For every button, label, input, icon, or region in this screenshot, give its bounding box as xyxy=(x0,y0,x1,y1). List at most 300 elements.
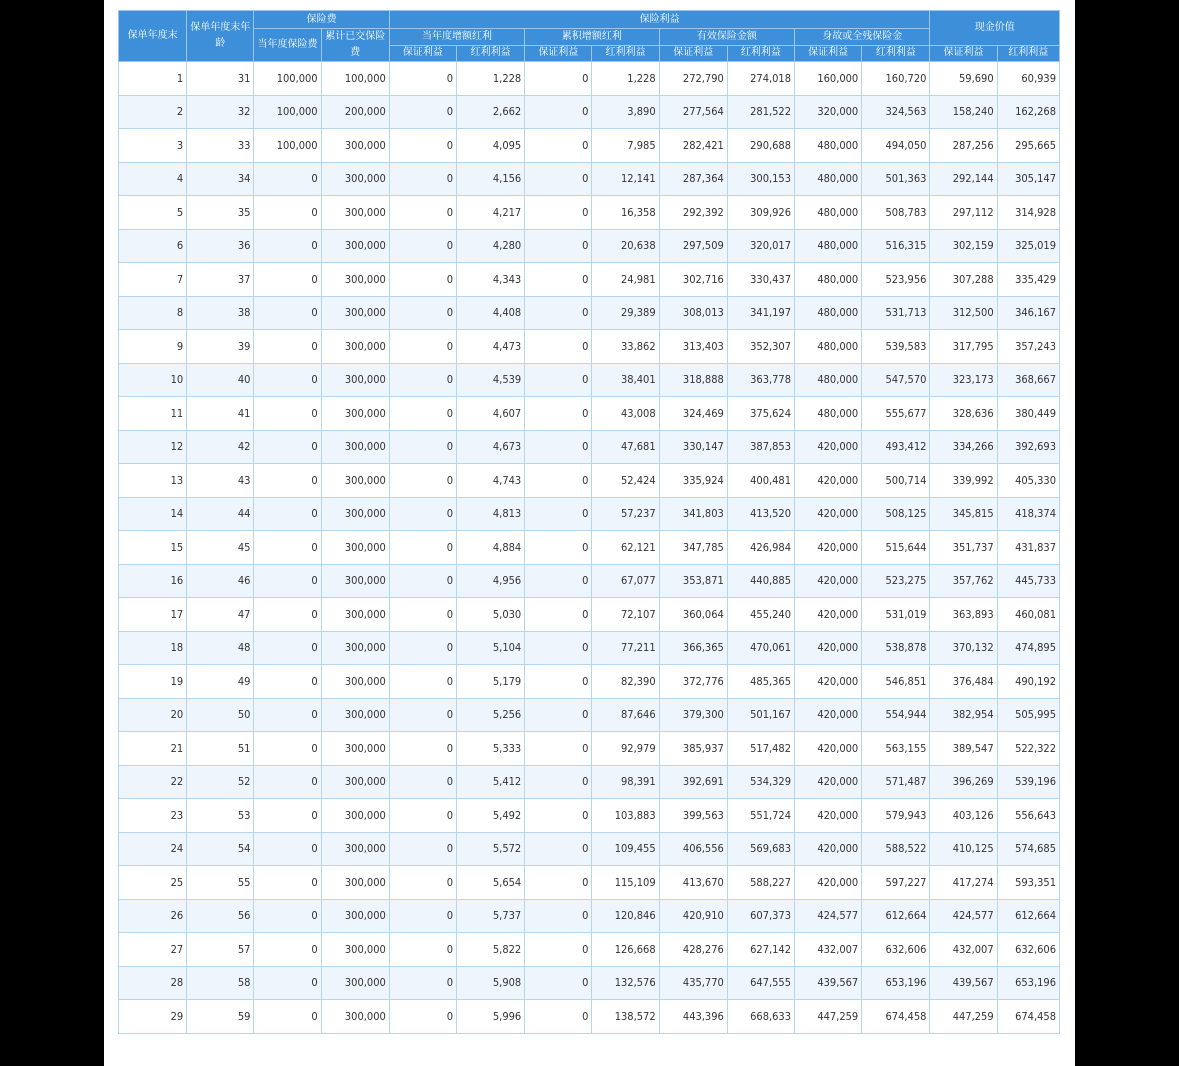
table-cell: 62,121 xyxy=(592,531,659,565)
table-cell: 5,737 xyxy=(457,899,525,933)
subheader-guaranteed: 保证利益 xyxy=(930,45,997,62)
header-premium-group: 保险费 xyxy=(254,11,389,29)
table-cell: 0 xyxy=(254,430,321,464)
header-effective-sum: 有效保险金额 xyxy=(659,29,794,46)
table-cell: 352,307 xyxy=(727,330,794,364)
table-cell: 420,000 xyxy=(795,430,862,464)
table-cell: 57 xyxy=(187,933,254,967)
table-cell: 23 xyxy=(119,799,187,833)
table-cell: 72,107 xyxy=(592,598,659,632)
table-cell: 300,000 xyxy=(321,765,389,799)
table-row xyxy=(119,363,1060,397)
table-cell: 523,956 xyxy=(862,263,930,297)
table-cell: 420,000 xyxy=(795,765,862,799)
table-cell: 67,077 xyxy=(592,564,659,598)
table-cell: 8 xyxy=(119,296,187,330)
table-cell: 0 xyxy=(254,564,321,598)
table-cell: 593,351 xyxy=(997,866,1059,900)
subheader-bonus: 红利利益 xyxy=(592,45,659,62)
table-cell: 302,716 xyxy=(659,263,727,297)
table-cell: 12,141 xyxy=(592,162,659,196)
table-cell: 424,577 xyxy=(795,899,862,933)
table-cell: 300,000 xyxy=(321,129,389,163)
table-row xyxy=(119,263,1060,297)
table-cell: 420,000 xyxy=(795,832,862,866)
table-cell: 87,646 xyxy=(592,698,659,732)
table-cell: 0 xyxy=(389,229,456,263)
table-cell: 16 xyxy=(119,564,187,598)
table-cell: 405,330 xyxy=(997,464,1059,498)
table-cell: 0 xyxy=(254,464,321,498)
table-cell: 505,995 xyxy=(997,698,1059,732)
table-cell: 0 xyxy=(525,598,592,632)
table-row xyxy=(119,229,1060,263)
table-cell: 25 xyxy=(119,866,187,900)
table-cell: 360,064 xyxy=(659,598,727,632)
table-cell: 39 xyxy=(187,330,254,364)
header-cumulative-bonus: 累积增额红利 xyxy=(525,29,659,46)
table-cell: 551,724 xyxy=(727,799,794,833)
table-cell: 0 xyxy=(254,497,321,531)
table-cell: 376,484 xyxy=(930,665,997,699)
table-cell: 53 xyxy=(187,799,254,833)
table-cell: 1,228 xyxy=(457,62,525,96)
table-cell: 1 xyxy=(119,62,187,96)
table-cell: 335,429 xyxy=(997,263,1059,297)
table-cell: 0 xyxy=(525,564,592,598)
table-cell: 308,013 xyxy=(659,296,727,330)
table-cell: 523,275 xyxy=(862,564,930,598)
table-cell: 387,853 xyxy=(727,430,794,464)
table-cell: 0 xyxy=(254,162,321,196)
table-cell: 0 xyxy=(389,263,456,297)
table-cell: 413,520 xyxy=(727,497,794,531)
table-cell: 98,391 xyxy=(592,765,659,799)
table-cell: 439,567 xyxy=(930,966,997,1000)
table-cell: 56 xyxy=(187,899,254,933)
table-cell: 0 xyxy=(389,832,456,866)
table-cell: 24,981 xyxy=(592,263,659,297)
table-cell: 292,144 xyxy=(930,162,997,196)
header-premium-current: 当年度保险费 xyxy=(254,29,321,62)
table-cell: 588,522 xyxy=(862,832,930,866)
table-cell: 5,179 xyxy=(457,665,525,699)
table-row xyxy=(119,564,1060,598)
table-cell: 341,197 xyxy=(727,296,794,330)
table-cell: 563,155 xyxy=(862,732,930,766)
table-cell: 607,373 xyxy=(727,899,794,933)
table-cell: 392,691 xyxy=(659,765,727,799)
table-cell: 26 xyxy=(119,899,187,933)
table-cell: 406,556 xyxy=(659,832,727,866)
table-cell: 357,762 xyxy=(930,564,997,598)
table-cell: 366,365 xyxy=(659,631,727,665)
table-cell: 14 xyxy=(119,497,187,531)
table-cell: 0 xyxy=(389,129,456,163)
table-cell: 300,000 xyxy=(321,832,389,866)
table-cell: 33 xyxy=(187,129,254,163)
table-cell: 2 xyxy=(119,95,187,129)
table-cell: 2,662 xyxy=(457,95,525,129)
table-cell: 420,000 xyxy=(795,732,862,766)
table-cell: 428,276 xyxy=(659,933,727,967)
table-cell: 480,000 xyxy=(795,296,862,330)
table-cell: 0 xyxy=(525,296,592,330)
table-cell: 375,624 xyxy=(727,397,794,431)
table-cell: 302,159 xyxy=(930,229,997,263)
table-cell: 0 xyxy=(525,665,592,699)
table-cell: 300,000 xyxy=(321,296,389,330)
table-cell: 20,638 xyxy=(592,229,659,263)
header-benefit-group: 保险利益 xyxy=(389,11,930,29)
table-cell: 420,000 xyxy=(795,564,862,598)
table-cell: 0 xyxy=(525,464,592,498)
table-cell: 445,733 xyxy=(997,564,1059,598)
table-cell: 300,000 xyxy=(321,698,389,732)
table-cell: 435,770 xyxy=(659,966,727,1000)
table-cell: 439,567 xyxy=(795,966,862,1000)
table-cell: 0 xyxy=(525,966,592,1000)
table-cell: 0 xyxy=(389,598,456,632)
table-cell: 48 xyxy=(187,631,254,665)
table-cell: 0 xyxy=(254,1000,321,1034)
header-premium-cumulative: 累计已交保险费 xyxy=(321,29,389,62)
table-cell: 92,979 xyxy=(592,732,659,766)
table-cell: 0 xyxy=(389,933,456,967)
table-cell: 274,018 xyxy=(727,62,794,96)
table-cell: 363,893 xyxy=(930,598,997,632)
table-cell: 0 xyxy=(254,866,321,900)
table-cell: 569,683 xyxy=(727,832,794,866)
header-policy-year: 保单年度末 xyxy=(119,11,187,62)
table-cell: 55 xyxy=(187,866,254,900)
table-cell: 508,783 xyxy=(862,196,930,230)
table-cell: 627,142 xyxy=(727,933,794,967)
table-cell: 24 xyxy=(119,832,187,866)
table-cell: 4,673 xyxy=(457,430,525,464)
table-cell: 4,539 xyxy=(457,363,525,397)
table-cell: 0 xyxy=(389,564,456,598)
subheader-bonus: 红利利益 xyxy=(997,45,1059,62)
table-cell: 300,000 xyxy=(321,497,389,531)
table-cell: 420,000 xyxy=(795,866,862,900)
table-row xyxy=(119,933,1060,967)
table-cell: 17 xyxy=(119,598,187,632)
table-cell: 480,000 xyxy=(795,263,862,297)
benefit-table-container xyxy=(118,10,1060,1034)
table-cell: 470,061 xyxy=(727,631,794,665)
table-cell: 5,996 xyxy=(457,1000,525,1034)
table-cell: 20 xyxy=(119,698,187,732)
table-cell: 351,737 xyxy=(930,531,997,565)
table-cell: 4,095 xyxy=(457,129,525,163)
table-row xyxy=(119,966,1060,1000)
table-cell: 0 xyxy=(389,698,456,732)
table-cell: 420,000 xyxy=(795,698,862,732)
table-cell: 346,167 xyxy=(997,296,1059,330)
table-cell: 0 xyxy=(254,196,321,230)
table-cell: 100,000 xyxy=(321,62,389,96)
table-cell: 41 xyxy=(187,397,254,431)
table-cell: 413,670 xyxy=(659,866,727,900)
table-cell: 0 xyxy=(254,933,321,967)
table-row xyxy=(119,1000,1060,1034)
table-cell: 474,895 xyxy=(997,631,1059,665)
table-cell: 100,000 xyxy=(254,95,321,129)
table-cell: 420,000 xyxy=(795,531,862,565)
table-cell: 300,000 xyxy=(321,799,389,833)
table-cell: 399,563 xyxy=(659,799,727,833)
table-cell: 0 xyxy=(389,799,456,833)
table-cell: 1,228 xyxy=(592,62,659,96)
table-cell: 5,572 xyxy=(457,832,525,866)
table-cell: 300,000 xyxy=(321,363,389,397)
table-cell: 38 xyxy=(187,296,254,330)
table-cell: 57,237 xyxy=(592,497,659,531)
table-cell: 3,890 xyxy=(592,95,659,129)
table-cell: 324,563 xyxy=(862,95,930,129)
table-cell: 460,081 xyxy=(997,598,1059,632)
table-cell: 300,000 xyxy=(321,430,389,464)
table-cell: 4,408 xyxy=(457,296,525,330)
table-row xyxy=(119,732,1060,766)
table-cell: 363,778 xyxy=(727,363,794,397)
table-cell: 632,606 xyxy=(862,933,930,967)
table-cell: 0 xyxy=(389,531,456,565)
table-cell: 0 xyxy=(254,397,321,431)
table-cell: 538,878 xyxy=(862,631,930,665)
table-cell: 47 xyxy=(187,598,254,632)
table-cell: 318,888 xyxy=(659,363,727,397)
table-cell: 420,000 xyxy=(795,665,862,699)
benefit-illustration-table xyxy=(118,10,1060,1034)
table-cell: 5,908 xyxy=(457,966,525,1000)
table-cell: 571,487 xyxy=(862,765,930,799)
table-row xyxy=(119,330,1060,364)
table-cell: 82,390 xyxy=(592,665,659,699)
table-cell: 546,851 xyxy=(862,665,930,699)
table-cell: 277,564 xyxy=(659,95,727,129)
table-cell: 0 xyxy=(525,62,592,96)
table-cell: 335,924 xyxy=(659,464,727,498)
table-cell: 480,000 xyxy=(795,196,862,230)
table-cell: 47,681 xyxy=(592,430,659,464)
table-cell: 674,458 xyxy=(862,1000,930,1034)
table-cell: 59,690 xyxy=(930,62,997,96)
table-cell: 0 xyxy=(254,966,321,1000)
table-cell: 0 xyxy=(525,129,592,163)
table-cell: 29,389 xyxy=(592,296,659,330)
table-cell: 653,196 xyxy=(997,966,1059,1000)
table-cell: 0 xyxy=(525,497,592,531)
table-header xyxy=(119,11,1060,62)
table-row xyxy=(119,430,1060,464)
table-cell: 13 xyxy=(119,464,187,498)
table-cell: 0 xyxy=(389,732,456,766)
table-row xyxy=(119,866,1060,900)
table-cell: 339,992 xyxy=(930,464,997,498)
table-body xyxy=(119,62,1060,1034)
subheader-bonus: 红利利益 xyxy=(727,45,794,62)
table-row xyxy=(119,296,1060,330)
table-cell: 12 xyxy=(119,430,187,464)
subheader-guaranteed: 保证利益 xyxy=(525,45,592,62)
table-cell: 0 xyxy=(389,497,456,531)
table-cell: 305,147 xyxy=(997,162,1059,196)
table-cell: 50 xyxy=(187,698,254,732)
table-cell: 447,259 xyxy=(930,1000,997,1034)
table-cell: 330,437 xyxy=(727,263,794,297)
table-cell: 45 xyxy=(187,531,254,565)
table-cell: 0 xyxy=(389,765,456,799)
table-row xyxy=(119,397,1060,431)
table-cell: 5,412 xyxy=(457,765,525,799)
table-cell: 4 xyxy=(119,162,187,196)
table-cell: 516,315 xyxy=(862,229,930,263)
table-cell: 300,000 xyxy=(321,866,389,900)
table-cell: 432,007 xyxy=(930,933,997,967)
table-cell: 574,685 xyxy=(997,832,1059,866)
table-cell: 21 xyxy=(119,732,187,766)
table-cell: 314,928 xyxy=(997,196,1059,230)
table-cell: 4,607 xyxy=(457,397,525,431)
table-cell: 420,000 xyxy=(795,464,862,498)
table-cell: 4,156 xyxy=(457,162,525,196)
table-cell: 382,954 xyxy=(930,698,997,732)
table-cell: 19 xyxy=(119,665,187,699)
table-cell: 58 xyxy=(187,966,254,1000)
table-cell: 334,266 xyxy=(930,430,997,464)
table-cell: 0 xyxy=(525,899,592,933)
table-cell: 480,000 xyxy=(795,129,862,163)
table-cell: 420,000 xyxy=(795,497,862,531)
table-cell: 0 xyxy=(525,799,592,833)
subheader-guaranteed: 保证利益 xyxy=(659,45,727,62)
table-cell: 0 xyxy=(389,363,456,397)
table-cell: 300,000 xyxy=(321,933,389,967)
table-cell: 357,243 xyxy=(997,330,1059,364)
table-cell: 300,000 xyxy=(321,564,389,598)
table-cell: 0 xyxy=(525,866,592,900)
table-cell: 417,274 xyxy=(930,866,997,900)
table-cell: 0 xyxy=(525,229,592,263)
table-cell: 282,421 xyxy=(659,129,727,163)
table-cell: 447,259 xyxy=(795,1000,862,1034)
table-cell: 160,000 xyxy=(795,62,862,96)
header-age: 保单年度末年龄 xyxy=(187,11,254,62)
table-cell: 115,109 xyxy=(592,866,659,900)
table-cell: 300,000 xyxy=(321,966,389,1000)
table-cell: 0 xyxy=(254,732,321,766)
table-cell: 539,196 xyxy=(997,765,1059,799)
table-cell: 0 xyxy=(389,899,456,933)
table-cell: 33,862 xyxy=(592,330,659,364)
table-cell: 0 xyxy=(389,95,456,129)
table-cell: 317,795 xyxy=(930,330,997,364)
table-cell: 0 xyxy=(525,196,592,230)
table-cell: 46 xyxy=(187,564,254,598)
table-cell: 554,944 xyxy=(862,698,930,732)
table-cell: 200,000 xyxy=(321,95,389,129)
subheader-bonus: 红利利益 xyxy=(862,45,930,62)
table-cell: 126,668 xyxy=(592,933,659,967)
table-cell: 28 xyxy=(119,966,187,1000)
table-cell: 0 xyxy=(254,832,321,866)
table-cell: 379,300 xyxy=(659,698,727,732)
table-cell: 531,019 xyxy=(862,598,930,632)
table-cell: 341,803 xyxy=(659,497,727,531)
table-cell: 158,240 xyxy=(930,95,997,129)
table-cell: 300,000 xyxy=(321,732,389,766)
table-cell: 37 xyxy=(187,263,254,297)
table-cell: 10 xyxy=(119,363,187,397)
table-cell: 647,555 xyxy=(727,966,794,1000)
table-cell: 0 xyxy=(254,363,321,397)
table-cell: 27 xyxy=(119,933,187,967)
table-cell: 0 xyxy=(254,899,321,933)
table-cell: 4,280 xyxy=(457,229,525,263)
table-cell: 426,984 xyxy=(727,531,794,565)
table-row xyxy=(119,799,1060,833)
table-cell: 59 xyxy=(187,1000,254,1034)
table-cell: 38,401 xyxy=(592,363,659,397)
table-cell: 668,633 xyxy=(727,1000,794,1034)
table-cell: 380,449 xyxy=(997,397,1059,431)
table-cell: 103,883 xyxy=(592,799,659,833)
subheader-guaranteed: 保证利益 xyxy=(389,45,456,62)
table-cell: 0 xyxy=(254,296,321,330)
table-cell: 40 xyxy=(187,363,254,397)
table-cell: 372,776 xyxy=(659,665,727,699)
table-row xyxy=(119,832,1060,866)
table-cell: 32 xyxy=(187,95,254,129)
table-cell: 501,363 xyxy=(862,162,930,196)
table-cell: 5,654 xyxy=(457,866,525,900)
table-row xyxy=(119,162,1060,196)
table-cell: 0 xyxy=(389,162,456,196)
table-cell: 0 xyxy=(525,698,592,732)
table-cell: 0 xyxy=(254,698,321,732)
table-row xyxy=(119,129,1060,163)
table-cell: 5,492 xyxy=(457,799,525,833)
table-cell: 300,000 xyxy=(321,899,389,933)
table-cell: 5,030 xyxy=(457,598,525,632)
table-cell: 312,500 xyxy=(930,296,997,330)
table-cell: 0 xyxy=(254,229,321,263)
table-cell: 54 xyxy=(187,832,254,866)
table-cell: 0 xyxy=(389,62,456,96)
table-cell: 300,000 xyxy=(321,464,389,498)
table-cell: 18 xyxy=(119,631,187,665)
table-cell: 420,000 xyxy=(795,631,862,665)
table-cell: 323,173 xyxy=(930,363,997,397)
table-row xyxy=(119,95,1060,129)
document-page xyxy=(104,0,1075,1066)
table-cell: 31 xyxy=(187,62,254,96)
table-cell: 480,000 xyxy=(795,330,862,364)
table-cell: 0 xyxy=(389,1000,456,1034)
table-cell: 0 xyxy=(525,933,592,967)
table-cell: 330,147 xyxy=(659,430,727,464)
table-row xyxy=(119,598,1060,632)
table-cell: 297,509 xyxy=(659,229,727,263)
table-cell: 307,288 xyxy=(930,263,997,297)
table-cell: 0 xyxy=(389,966,456,1000)
table-cell: 493,412 xyxy=(862,430,930,464)
table-cell: 501,167 xyxy=(727,698,794,732)
table-cell: 0 xyxy=(389,397,456,431)
table-cell: 42 xyxy=(187,430,254,464)
